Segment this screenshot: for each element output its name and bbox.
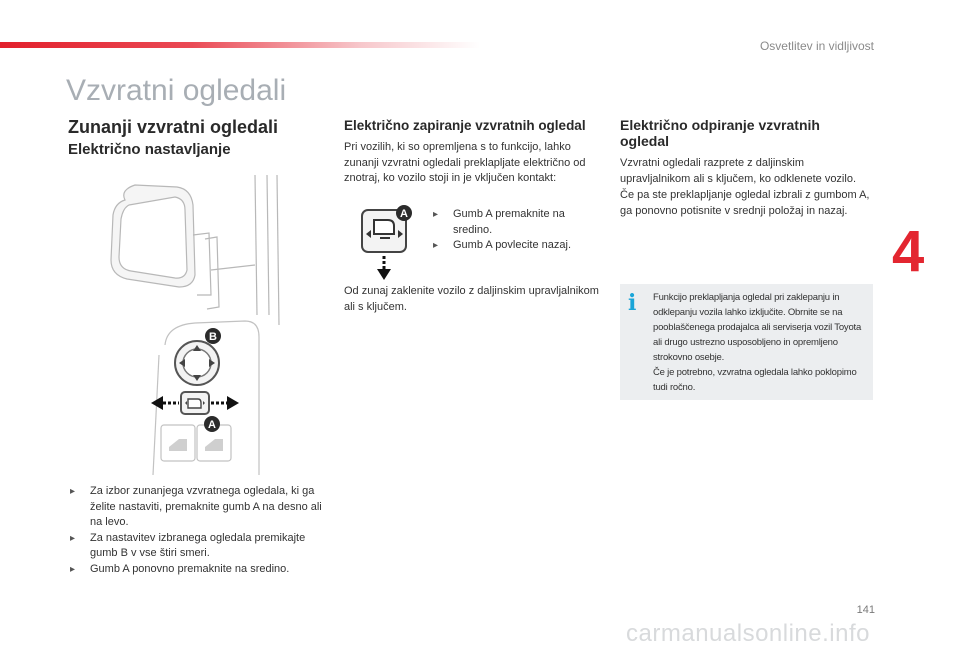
side-mirror-icon [111, 175, 279, 325]
label-a-badge [396, 205, 412, 221]
label-a: A [400, 208, 408, 220]
list-item: ▸ Za izbor zunanjega vzvratnega ogledala, ki ga želite nastaviti, premaknite gumb A na desno ali na levo. [70, 484, 330, 531]
joystick-b-icon [175, 341, 219, 385]
info-icon: i [628, 290, 637, 316]
section-heading: Zunanji vzvratni ogledali [68, 117, 279, 137]
left-instructions-list [70, 484, 330, 577]
folding-note: Od zunaj zaklenite vozilo z daljinskim upravljalnikom ali s ključem. [344, 285, 599, 313]
unfolding-heading: Električno odpiranje vzvratnih ogledal [620, 117, 820, 149]
list-item: ▸ Gumb A ponovno premaknite na sredino. [70, 562, 330, 578]
mirror-control-illustration [105, 175, 285, 475]
label-a-badge [204, 416, 220, 432]
unfolding-text: Vzvratni ogledali razprete z daljinskim upravljalnikom ali s ključem, ko odklenete vozilo. Če pa ste preklapljanje ogledal izbrali z gumbom A, ga ponovno potisnite v srednji položaj in nazaj. [620, 157, 870, 217]
list-item: ▸ Za nastavitev izbranega ogledala premikajte gumb B v vse štiri smeri. [70, 531, 330, 562]
label-b: B [209, 331, 217, 343]
folding-steps-list [433, 207, 603, 254]
page-number: 141 [856, 604, 875, 616]
info-paragraph: Funkcijo preklapljanja ogledal pri zaklepanju in odklepanju vozila lahko izključite. Obrnite se na pooblaščenega prodajalca ali serviserja vozil Toyota ali drugo ustrezno usposobljeno in opremljeno strokovno osebje. [653, 292, 862, 363]
info-text [653, 290, 871, 395]
list-item: ▸ Gumb A povlecite nazaj. [433, 238, 603, 254]
folding-intro: Pri vozilih, ki so opremljena s to funkcijo, lahko zunanji vzvratni ogledali preklapljate električno od znotraj, ko vozilo stoji in je vključen kontakt: [344, 141, 586, 184]
info-paragraph: Če je potrebno, vzvratna ogledala lahko poklopimo tudi ročno. [653, 367, 857, 393]
chapter-number: 4 [892, 219, 925, 284]
label-a: A [208, 419, 216, 431]
fold-button-illustration [352, 204, 422, 280]
folding-heading: Električno zapiranje vzvratnih ogledal [344, 118, 586, 133]
selector-a-icon [151, 392, 239, 414]
list-item: ▸ Gumb A premaknite na sredino. [433, 207, 603, 238]
watermark: carmanualsonline.info [626, 620, 870, 647]
section-subheading: Električno nastavljanje [68, 141, 231, 158]
label-b-badge [205, 328, 221, 344]
chapter-title: Osvetlitev in vidljivost [759, 39, 874, 53]
header-red-bar [0, 42, 480, 48]
page-title: Vzvratni ogledali [66, 74, 287, 107]
info-box [620, 284, 873, 400]
